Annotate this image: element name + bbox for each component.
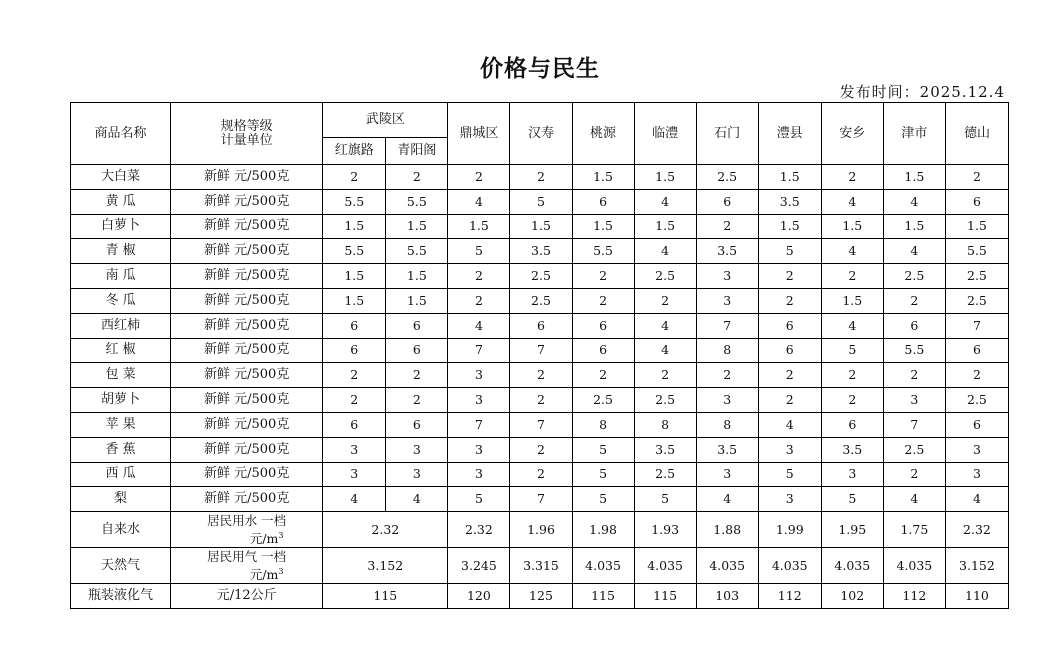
- price-cell: 2: [758, 264, 821, 289]
- price-cell: 4: [448, 313, 510, 338]
- header-region: 鼎城区: [448, 103, 510, 165]
- price-cell: 1.5: [386, 214, 448, 239]
- price-cell: 6: [323, 313, 386, 338]
- spec-unit: 新鲜 元/500克: [171, 338, 323, 363]
- price-cell: 5.5: [883, 338, 945, 363]
- table-row: [71, 214, 1009, 239]
- price-cell: 1.99: [758, 512, 821, 548]
- price-cell: 3: [945, 462, 1008, 487]
- table-row: [71, 487, 1009, 512]
- price-cell: 3.5: [634, 437, 696, 462]
- product-name: 西红柿: [71, 313, 171, 338]
- price-cell: 4: [821, 239, 883, 264]
- price-cell: 7: [510, 412, 572, 437]
- price-table: [70, 102, 1009, 609]
- price-cell: 7: [448, 338, 510, 363]
- price-cell: 6: [945, 338, 1008, 363]
- price-cell: 2: [448, 288, 510, 313]
- spec-unit: 新鲜 元/500克: [171, 388, 323, 413]
- product-name: 冬 瓜: [71, 288, 171, 313]
- price-cell: 6: [572, 338, 634, 363]
- price-cell: 7: [510, 338, 572, 363]
- price-cell: 8: [634, 412, 696, 437]
- price-cell: 1.5: [572, 165, 634, 190]
- price-cell: 2: [696, 214, 758, 239]
- spec-unit: 新鲜 元/500克: [171, 189, 323, 214]
- price-cell: 4: [634, 239, 696, 264]
- price-cell: 3.5: [821, 437, 883, 462]
- price-cell: 3: [386, 462, 448, 487]
- header-district: 武陵区: [323, 103, 448, 138]
- spec-superscript: 3: [278, 531, 284, 541]
- price-cell: 4.035: [634, 548, 696, 584]
- table-row: [71, 165, 1009, 190]
- price-cell: 2: [821, 165, 883, 190]
- price-cell: 1.5: [448, 214, 510, 239]
- price-cell: 6: [696, 189, 758, 214]
- spec-unit-text: 元/m: [249, 531, 279, 547]
- price-cell: 5.5: [323, 239, 386, 264]
- price-cell: 2.5: [945, 288, 1008, 313]
- table-row: [71, 462, 1009, 487]
- price-cell: 5: [510, 189, 572, 214]
- price-cell: 5: [758, 239, 821, 264]
- price-cell: 3: [758, 487, 821, 512]
- price-cell: 4: [323, 487, 386, 512]
- spec-line2: [171, 528, 322, 546]
- price-cell: 2: [572, 264, 634, 289]
- price-cell: 3.5: [510, 239, 572, 264]
- price-cell: 3: [883, 388, 945, 413]
- price-cell: 7: [448, 412, 510, 437]
- price-cell: 1.5: [758, 165, 821, 190]
- spec-unit: 新鲜 元/500克: [171, 363, 323, 388]
- table-row: [71, 412, 1009, 437]
- price-cell: 7: [510, 487, 572, 512]
- spec-unit: 新鲜 元/500克: [171, 313, 323, 338]
- price-cell: 3: [448, 363, 510, 388]
- publish-date: 发布时间：2025.12.4: [839, 83, 1005, 101]
- price-cell: 1.5: [821, 288, 883, 313]
- price-cell: 3: [323, 462, 386, 487]
- price-cell: 6: [758, 313, 821, 338]
- price-cell: 1.5: [758, 214, 821, 239]
- header-sub-qingyangge: 青阳阁: [386, 138, 448, 165]
- table-row: [71, 239, 1009, 264]
- price-cell: 2.5: [945, 388, 1008, 413]
- price-cell: 1.5: [572, 214, 634, 239]
- price-cell: 5: [448, 239, 510, 264]
- price-cell: 4: [634, 338, 696, 363]
- price-cell: 2: [448, 165, 510, 190]
- price-cell: 2: [323, 165, 386, 190]
- price-cell: 4.035: [821, 548, 883, 584]
- price-cell: 6: [572, 313, 634, 338]
- price-cell: 1.88: [696, 512, 758, 548]
- spec-unit: 新鲜 元/500克: [171, 462, 323, 487]
- spec-unit: 新鲜 元/500克: [171, 214, 323, 239]
- price-cell: 6: [758, 338, 821, 363]
- header-product-name: 商品名称: [71, 103, 171, 165]
- price-cell: 1.5: [323, 214, 386, 239]
- price-cell: 3.5: [696, 239, 758, 264]
- table-row: [71, 388, 1009, 413]
- price-cell: 6: [386, 412, 448, 437]
- header-region: 津市: [883, 103, 945, 165]
- price-cell: 2: [386, 388, 448, 413]
- price-cell: 1.5: [510, 214, 572, 239]
- price-cell: 2: [883, 462, 945, 487]
- price-cell: 6: [510, 313, 572, 338]
- spec-line1: 居民用水 一档: [207, 513, 287, 529]
- price-cell: 103: [696, 584, 758, 609]
- price-cell: 5: [572, 462, 634, 487]
- price-cell: 1.5: [323, 288, 386, 313]
- price-cell: 3: [696, 264, 758, 289]
- spec-unit: 新鲜 元/500克: [171, 165, 323, 190]
- price-cell: 2: [634, 288, 696, 313]
- price-cell: 3: [323, 437, 386, 462]
- header-region: 汉寿: [510, 103, 572, 165]
- spec-superscript: 3: [278, 567, 284, 577]
- price-cell: 2: [448, 264, 510, 289]
- price-cell: 2.5: [510, 264, 572, 289]
- price-cell: 2.5: [572, 388, 634, 413]
- table-row: [71, 548, 1009, 584]
- price-cell: 3: [386, 437, 448, 462]
- price-cell: 4.035: [572, 548, 634, 584]
- product-name: 黄 瓜: [71, 189, 171, 214]
- price-cell: 1.5: [821, 214, 883, 239]
- price-cell: 3: [448, 437, 510, 462]
- price-cell: 6: [945, 189, 1008, 214]
- price-cell: 2: [572, 363, 634, 388]
- price-cell: 2: [883, 288, 945, 313]
- price-cell: 2: [945, 165, 1008, 190]
- product-name: 大白菜: [71, 165, 171, 190]
- spec-line1: 居民用气 一档: [207, 549, 287, 565]
- product-name: 苹 果: [71, 412, 171, 437]
- price-cell: 2: [510, 165, 572, 190]
- price-cell: 4.035: [758, 548, 821, 584]
- price-cell: 1.5: [323, 264, 386, 289]
- header-region: 临澧: [634, 103, 696, 165]
- product-name: 青 椒: [71, 239, 171, 264]
- price-cell: 2: [510, 388, 572, 413]
- page-title: 价格与民生: [480, 56, 600, 82]
- product-name: 白萝卜: [71, 214, 171, 239]
- price-cell: 4: [883, 239, 945, 264]
- header-region: 澧县: [758, 103, 821, 165]
- table-row: [71, 437, 1009, 462]
- price-cell: 2: [510, 437, 572, 462]
- price-cell: 1.5: [634, 214, 696, 239]
- price-cell: 2: [696, 363, 758, 388]
- price-cell: 6: [386, 338, 448, 363]
- spec-unit: 新鲜 元/500克: [171, 264, 323, 289]
- price-cell: 6: [323, 338, 386, 363]
- price-cell: 2.5: [883, 264, 945, 289]
- price-cell: 1.5: [945, 214, 1008, 239]
- spec-unit: [171, 512, 323, 548]
- price-cell: 5.5: [386, 239, 448, 264]
- price-cell: 2.32: [448, 512, 510, 548]
- price-cell: 5: [448, 487, 510, 512]
- price-cell: 5: [821, 338, 883, 363]
- price-cell: 3.315: [510, 548, 572, 584]
- header-row: [71, 103, 1009, 138]
- price-cell: 2.5: [634, 264, 696, 289]
- table-row: [71, 264, 1009, 289]
- price-cell: 6: [883, 313, 945, 338]
- price-cell: 5: [572, 487, 634, 512]
- price-cell: 102: [821, 584, 883, 609]
- price-cell: 3: [696, 388, 758, 413]
- price-cell: 7: [883, 412, 945, 437]
- price-cell: 125: [510, 584, 572, 609]
- header-region: 桃源: [572, 103, 634, 165]
- price-cell: 2.5: [945, 264, 1008, 289]
- table-row: [71, 363, 1009, 388]
- price-cell: 1.5: [634, 165, 696, 190]
- header-region: 石门: [696, 103, 758, 165]
- price-cell-wuling: 2.32: [323, 512, 448, 548]
- price-cell: 5: [634, 487, 696, 512]
- price-cell: 2: [323, 363, 386, 388]
- price-cell: 1.5: [883, 165, 945, 190]
- price-cell: 1.96: [510, 512, 572, 548]
- table-row: [71, 288, 1009, 313]
- price-cell: 2.32: [945, 512, 1008, 548]
- price-cell: 4.035: [696, 548, 758, 584]
- price-cell: 8: [696, 338, 758, 363]
- product-name: 包 菜: [71, 363, 171, 388]
- table-row: [71, 338, 1009, 363]
- price-cell: 2: [510, 363, 572, 388]
- product-name: 瓶装液化气: [71, 584, 171, 609]
- spec-unit: [171, 548, 323, 584]
- price-cell: 115: [634, 584, 696, 609]
- price-cell: 8: [696, 412, 758, 437]
- price-cell: 6: [821, 412, 883, 437]
- price-cell: 112: [758, 584, 821, 609]
- price-cell: 3: [821, 462, 883, 487]
- price-cell: 4: [634, 313, 696, 338]
- price-cell: 3.5: [696, 437, 758, 462]
- price-cell: 4: [696, 487, 758, 512]
- price-cell-wuling: 115: [323, 584, 448, 609]
- price-cell: 7: [945, 313, 1008, 338]
- price-cell: 5: [572, 437, 634, 462]
- product-name: 自来水: [71, 512, 171, 548]
- product-name: 南 瓜: [71, 264, 171, 289]
- price-cell-wuling: 3.152: [323, 548, 448, 584]
- price-cell: 5: [758, 462, 821, 487]
- price-cell: 110: [945, 584, 1008, 609]
- price-cell: 2: [821, 388, 883, 413]
- table-row: [71, 189, 1009, 214]
- price-cell: 4: [821, 313, 883, 338]
- header-spec-line1: 规格等级: [220, 118, 273, 134]
- price-cell: 2: [572, 288, 634, 313]
- price-cell: 4: [758, 412, 821, 437]
- price-cell: 7: [696, 313, 758, 338]
- price-cell: 2.5: [634, 388, 696, 413]
- price-cell: 5.5: [572, 239, 634, 264]
- price-cell: 2: [634, 363, 696, 388]
- price-cell: 115: [572, 584, 634, 609]
- price-cell: 2.5: [883, 437, 945, 462]
- spec-unit: 新鲜 元/500克: [171, 437, 323, 462]
- price-cell: 5.5: [386, 189, 448, 214]
- price-cell: 2: [945, 363, 1008, 388]
- price-cell: 3: [758, 437, 821, 462]
- table-row: [71, 313, 1009, 338]
- price-cell: 2: [821, 363, 883, 388]
- price-cell: 1.93: [634, 512, 696, 548]
- price-cell: 6: [386, 313, 448, 338]
- spec-unit-text: 元/m: [249, 567, 279, 583]
- product-name: 香 蕉: [71, 437, 171, 462]
- price-cell: 2: [510, 462, 572, 487]
- price-cell: 3: [945, 437, 1008, 462]
- spec-unit: 新鲜 元/500克: [171, 487, 323, 512]
- price-cell: 3: [696, 288, 758, 313]
- price-cell: 4: [821, 189, 883, 214]
- product-name: 红 椒: [71, 338, 171, 363]
- spec-line2: [171, 564, 322, 582]
- price-cell: 5.5: [323, 189, 386, 214]
- price-cell: 4: [883, 487, 945, 512]
- price-cell: 3: [448, 388, 510, 413]
- price-cell: 4.035: [883, 548, 945, 584]
- price-cell: 3.152: [945, 548, 1008, 584]
- price-cell: 2: [758, 388, 821, 413]
- price-cell: 3: [448, 462, 510, 487]
- header-region: 德山: [945, 103, 1008, 165]
- price-cell: 4: [634, 189, 696, 214]
- price-cell: 5.5: [945, 239, 1008, 264]
- price-cell: 6: [323, 412, 386, 437]
- product-name: 天然气: [71, 548, 171, 584]
- price-cell: 1.5: [883, 214, 945, 239]
- spec-unit: 新鲜 元/500克: [171, 288, 323, 313]
- spec-unit: 新鲜 元/500克: [171, 239, 323, 264]
- price-cell: 4: [448, 189, 510, 214]
- price-cell: 4: [883, 189, 945, 214]
- header-region: 安乡: [821, 103, 883, 165]
- product-name: 西 瓜: [71, 462, 171, 487]
- price-cell: 1.95: [821, 512, 883, 548]
- price-cell: 1.98: [572, 512, 634, 548]
- price-cell: 1.5: [386, 264, 448, 289]
- price-cell: 2: [883, 363, 945, 388]
- table-row: [71, 584, 1009, 609]
- price-cell: 3: [696, 462, 758, 487]
- header-spec-line2: 计量单位: [220, 132, 273, 148]
- price-cell: 2: [386, 165, 448, 190]
- table-row: [71, 512, 1009, 548]
- price-cell: 3.245: [448, 548, 510, 584]
- price-cell: 4: [945, 487, 1008, 512]
- price-cell: 5: [821, 487, 883, 512]
- price-cell: 2: [386, 363, 448, 388]
- product-name: 胡萝卜: [71, 388, 171, 413]
- price-cell: 8: [572, 412, 634, 437]
- price-cell: 112: [883, 584, 945, 609]
- price-cell: 2.5: [510, 288, 572, 313]
- price-cell: 2.5: [696, 165, 758, 190]
- price-cell: 2: [758, 363, 821, 388]
- header-spec: [171, 103, 323, 165]
- price-cell: 2: [323, 388, 386, 413]
- price-cell: 120: [448, 584, 510, 609]
- price-cell: 2: [821, 264, 883, 289]
- price-cell: 4: [386, 487, 448, 512]
- product-name: 梨: [71, 487, 171, 512]
- price-cell: 1.75: [883, 512, 945, 548]
- price-cell: 6: [945, 412, 1008, 437]
- header-sub-hongqilu: 红旗路: [323, 138, 386, 165]
- spec-unit: 元/12公斤: [171, 584, 323, 609]
- spec-unit: 新鲜 元/500克: [171, 412, 323, 437]
- price-cell: 1.5: [386, 288, 448, 313]
- price-cell: 3.5: [758, 189, 821, 214]
- price-cell: 2.5: [634, 462, 696, 487]
- price-cell: 2: [758, 288, 821, 313]
- price-cell: 6: [572, 189, 634, 214]
